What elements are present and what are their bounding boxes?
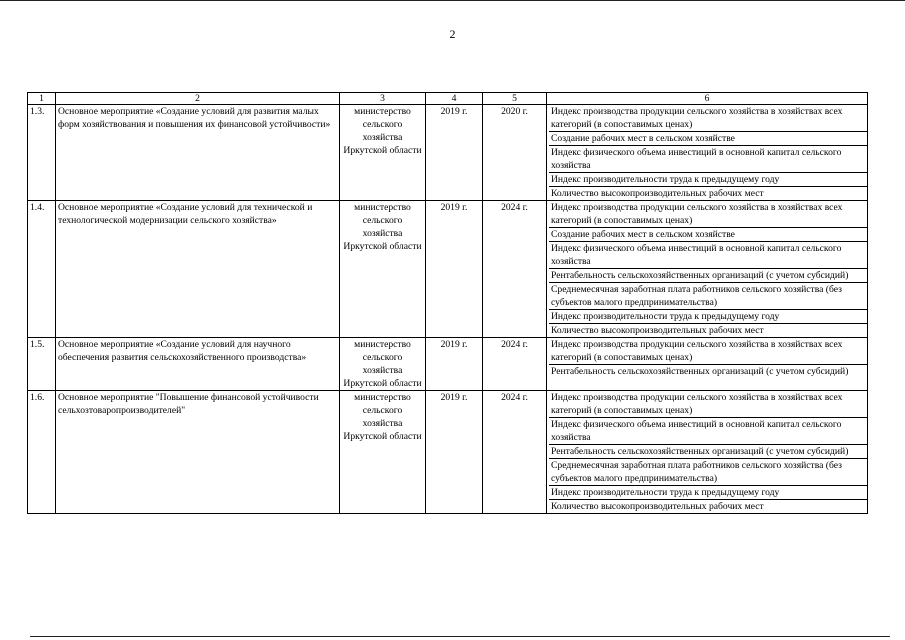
column-header: 2 (56, 93, 340, 105)
page-number: 2 (449, 27, 456, 41)
end-year: 2024 г. (483, 391, 547, 514)
measure-title: Основное мероприятие «Создание условий для научного обеспечения развития сельскохозяйственного производства» (56, 338, 340, 391)
end-year: 2020 г. (483, 105, 547, 201)
scan-edge-bottom (30, 636, 890, 637)
indicator-item: Индекс производства продукции сельского хозяйства в хозяйствах всех категорий (в сопоставимых ценах) (549, 201, 867, 228)
indicator-item: Количество высокопроизводительных рабочих мест (551, 188, 764, 199)
end-year: 2024 г. (483, 201, 547, 338)
row-number: 1.6. (28, 391, 56, 514)
indicator-item: Индекс производства продукции сельского хозяйства в хозяйствах всех категорий (в сопоставимых ценах) (549, 105, 867, 132)
indicator-item: Индекс производства продукции сельского хозяйства в хозяйствах всех категорий (в сопоставимых ценах) (549, 391, 867, 418)
indicator-item: Количество высокопроизводительных рабочих мест (551, 501, 764, 512)
measure-title: Основное мероприятие «Создание условий для технической и технологической модернизации сельского хозяйства» (56, 201, 340, 338)
row-number: 1.3. (28, 105, 56, 201)
start-year: 2019 г. (426, 338, 483, 391)
column-header: 3 (340, 93, 426, 105)
measure-title: Основное мероприятие "Повышение финансовой устойчивости сельхозтоваропроизводителей" (56, 391, 340, 514)
indicator-item: Среднемесячная заработная плата работников сельского хозяйства (без субъектов малого предпринимательства) (549, 459, 867, 486)
indicators-cell (547, 105, 868, 201)
indicator-item: Рентабельность сельскохозяйственных организаций (с учетом субсидий) (551, 366, 849, 377)
table-row (28, 201, 868, 338)
responsible-executor: министерство сельского хозяйства Иркутской области (340, 201, 426, 338)
header-row (28, 93, 868, 105)
row-number: 1.4. (28, 201, 56, 338)
indicator-item: Индекс производительности труда к предыдущему году (549, 486, 867, 500)
column-header: 4 (426, 93, 483, 105)
measure-title: Основное мероприятие «Создание условий для развития малых форм хозяйствования и повышения их финансовой устойчивости» (56, 105, 340, 201)
column-header: 1 (28, 93, 56, 105)
indicators-cell (547, 201, 868, 338)
end-year: 2024 г. (483, 338, 547, 391)
indicator-item: Индекс производительности труда к предыдущему году (549, 310, 867, 324)
row-number: 1.5. (28, 338, 56, 391)
indicator-item: Индекс физического объема инвестиций в основной капитал сельского хозяйства (549, 418, 867, 445)
indicators-cell (547, 391, 868, 514)
column-header: 6 (547, 93, 868, 105)
start-year: 2019 г. (426, 105, 483, 201)
indicator-item: Количество высокопроизводительных рабочих мест (551, 325, 764, 336)
indicator-item: Индекс производства продукции сельского хозяйства в хозяйствах всех категорий (в сопоставимых ценах) (549, 338, 867, 365)
responsible-executor: министерство сельского хозяйства Иркутской области (340, 391, 426, 514)
start-year: 2019 г. (426, 391, 483, 514)
indicator-item: Рентабельность сельскохозяйственных организаций (с учетом субсидий) (549, 445, 867, 459)
indicator-item: Индекс производительности труда к предыдущему году (549, 173, 867, 187)
indicator-item: Индекс физического объема инвестиций в основной капитал сельского хозяйства (549, 242, 867, 269)
table-row (28, 391, 868, 514)
indicator-item: Рентабельность сельскохозяйственных организаций (с учетом субсидий) (549, 269, 867, 283)
indicator-item: Среднемесячная заработная плата работников сельского хозяйства (без субъектов малого предпринимательства) (549, 283, 867, 310)
measures-table (27, 92, 868, 514)
responsible-executor: министерство сельского хозяйства Иркутской области (340, 338, 426, 391)
column-header: 5 (483, 93, 547, 105)
indicator-item: Индекс физического объема инвестиций в основной капитал сельского хозяйства (549, 146, 867, 173)
indicator-item: Создание рабочих мест в сельском хозяйстве (549, 228, 867, 242)
indicators-cell (547, 338, 868, 391)
table-row (28, 338, 868, 391)
table-row (28, 105, 868, 201)
scan-edge-top (0, 0, 905, 1)
start-year: 2019 г. (426, 201, 483, 338)
indicator-item: Создание рабочих мест в сельском хозяйстве (549, 132, 867, 146)
responsible-executor: министерство сельского хозяйства Иркутской области (340, 105, 426, 201)
